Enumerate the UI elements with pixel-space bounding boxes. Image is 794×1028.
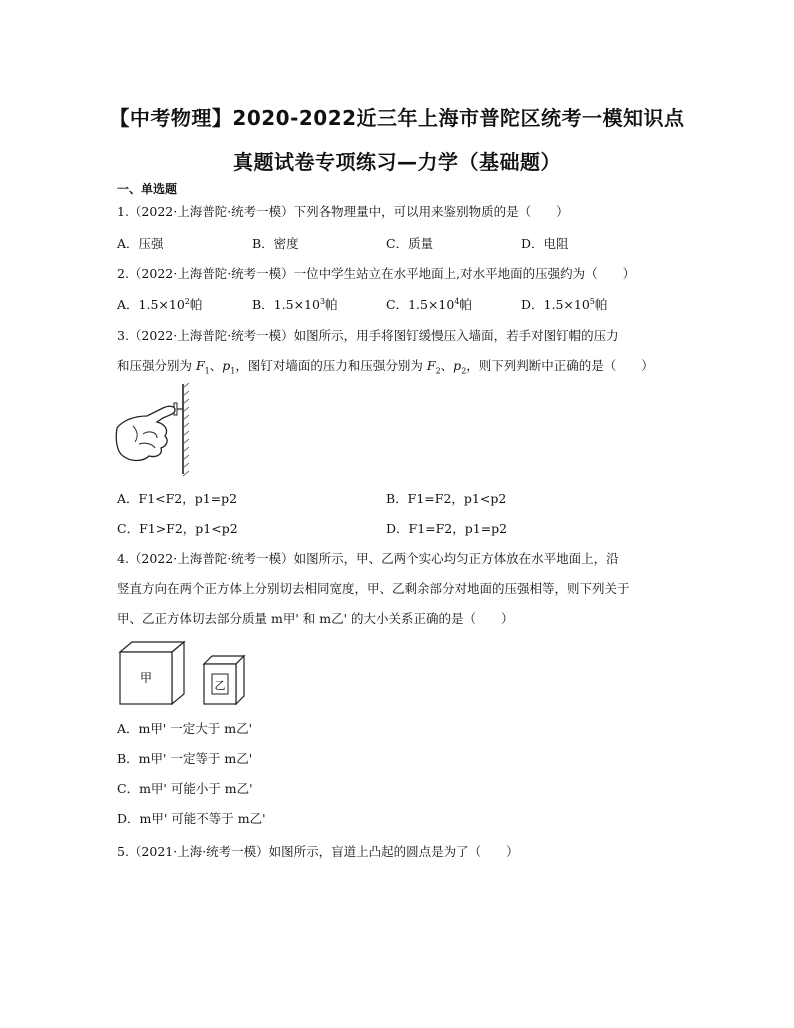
q3-stem-line1: 3.（2022·上海普陀·统考一模）如图所示，用手将图钉缓慢压入墙面，若手对图钉帽的压力 (117, 328, 619, 343)
q1-option-a: A．压强 (117, 236, 164, 251)
q4-option-b: B．m甲' 一定等于 m乙' (117, 751, 253, 766)
label-yi: 乙 (214, 679, 226, 692)
cubes-figure (116, 638, 248, 706)
q3-stem-line2: 和压强分别为 $F_1$、$p_1$，图钉对墙面的压力和压强分别为 $F_2$、$p_2$，则下列判断中正确的是（ ） (117, 358, 654, 376)
label-jia: 甲 (139, 671, 153, 685)
q4-option-a: A．m甲' 一定大于 m乙' (117, 721, 253, 736)
q2-option-b: B．$1.5\times 10^3$帕 (252, 296, 338, 312)
q5-stem: 5.（2021·上海·统考一模）如图所示，盲道上凸起的圆点是为了（ ） (117, 844, 519, 859)
q2-option-d: D．$1.5\times 10^5$帕 (521, 296, 608, 312)
q1-option-c: C．质量 (386, 236, 434, 251)
q4-stem-line2: 竖直方向在两个正方体上分别切去相同宽度，甲、乙剩余部分对地面的压强相等，则下列关于 (117, 581, 630, 596)
q4-stem-line1: 4.（2022·上海普陀·统考一模）如图所示，甲、乙两个实心均匀正方体放在水平地面上，沿 (117, 551, 619, 566)
q4-option-d: D．m甲' 可能不等于 m乙' (117, 811, 266, 826)
page-title-line2: 真题试卷专项练习—力学（基础题） (233, 150, 561, 174)
q4-option-c: C．m甲' 可能小于 m乙' (117, 781, 253, 796)
q3-option-a: A．F1<F2，p1=p2 (117, 491, 238, 506)
hand-outline (116, 406, 175, 460)
page-title-line1: 【中考物理】2020-2022近三年上海市普陀区统考一模知识点 (109, 106, 685, 130)
q3-option-c: C．F1>F2，p1<p2 (117, 521, 238, 536)
q1-option-d: D．电阻 (521, 236, 569, 251)
q2-option-c: C．$1.5\times 10^4$帕 (386, 296, 472, 312)
wall-hatch (183, 383, 189, 476)
q2-stem: 2.（2022·上海普陀·统考一模）一位中学生站立在水平地面上,对水平地面的压强约为（ ） (117, 266, 636, 281)
q4-stem-line3: 甲、乙正方体切去部分质量 m甲' 和 m乙' 的大小关系正确的是（ ） (117, 611, 514, 626)
q3-option-b: B．F1=F2，p1<p2 (386, 491, 507, 506)
q1-option-b: B．密度 (252, 236, 299, 251)
q1-stem: 1.（2022·上海普陀·统考一模）下列各物理量中，可以用来鉴别物质的是（ ） (117, 204, 569, 219)
q3-option-d: D．F1=F2，p1=p2 (386, 521, 508, 536)
section-heading: 一、单选题 (117, 182, 178, 196)
thumbtack-hand-figure (113, 382, 197, 476)
q2-option-a: A．$1.5\times 10^2$帕 (117, 296, 203, 312)
